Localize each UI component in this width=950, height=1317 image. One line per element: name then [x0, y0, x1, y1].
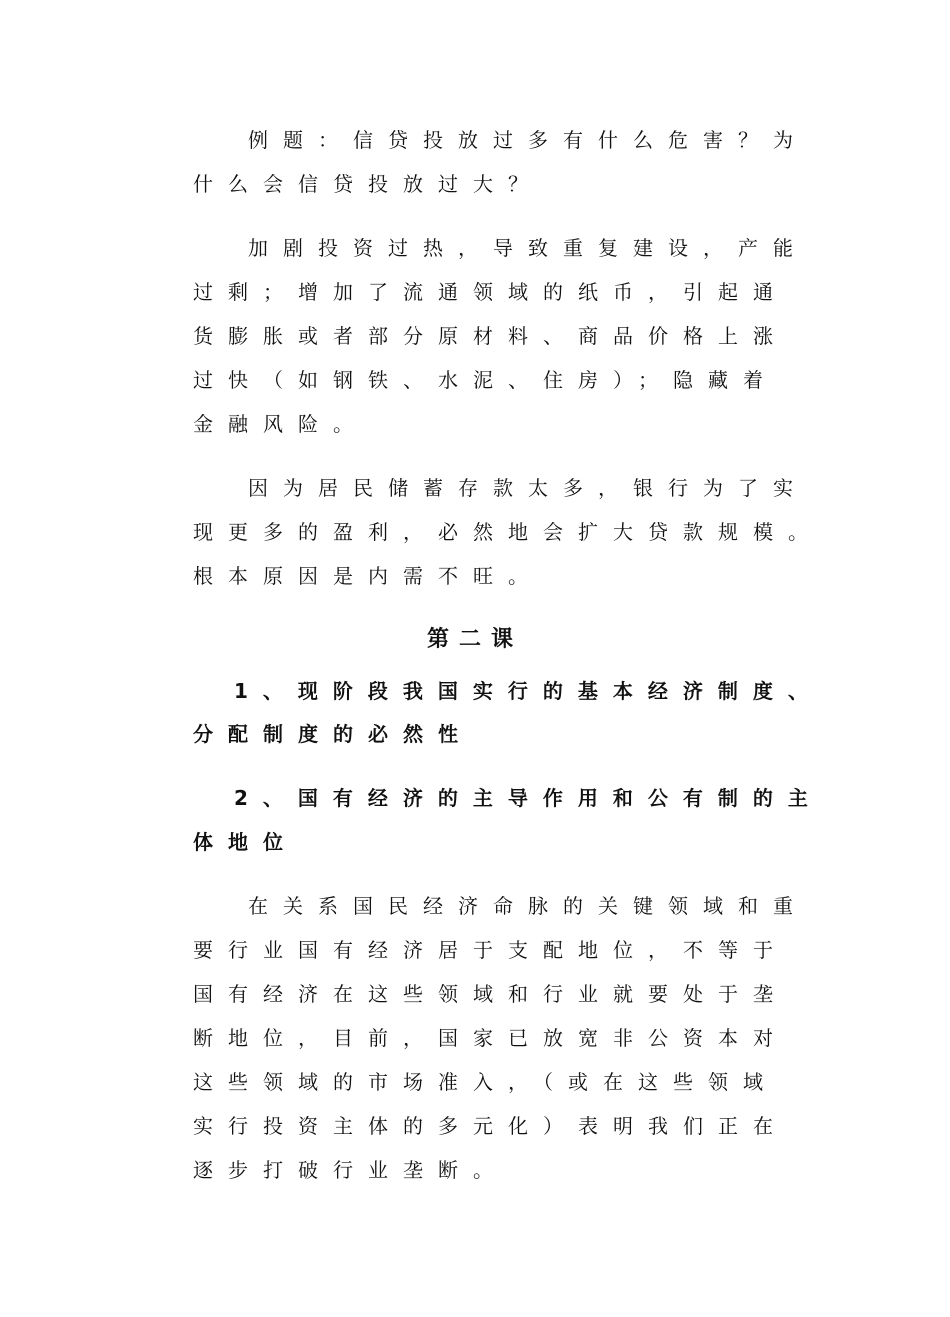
- answer1-line-4: 过快（如钢铁、水泥、住房）；隐藏着: [193, 368, 778, 392]
- paragraph-line-5: 这些领域的市场准入，（或在这些领域: [193, 1070, 778, 1094]
- paragraph-line-7: 逐步打破行业垄断。: [193, 1158, 508, 1182]
- answer1-line-1: 加剧投资过热，导致重复建设，产能: [248, 236, 808, 260]
- paragraph-line-2: 要行业国有经济居于支配地位，不等于: [193, 938, 788, 962]
- answer2-line-1: 因为居民储蓄存款太多，银行为了实: [248, 476, 808, 500]
- paragraph-line-4: 断地位，目前，国家已放宽非公资本对: [193, 1026, 788, 1050]
- point2-line-1: 2、国有经济的主导作用和公有制的主: [234, 786, 823, 810]
- paragraph-line-3: 国有经济在这些领域和行业就要处于垄: [193, 982, 788, 1006]
- question-line-1: 例题：信贷投放过多有什么危害？为: [248, 128, 808, 152]
- answer2-line-3: 根本原因是内需不旺。: [193, 564, 543, 588]
- answer1-line-2: 过剩；增加了流通领域的纸币，引起通: [193, 280, 788, 304]
- paragraph-line-6: 实行投资主体的多元化）表明我们正在: [193, 1114, 788, 1138]
- lesson-title: 第二课: [426, 627, 523, 652]
- answer2-line-2: 现更多的盈利，必然地会扩大贷款规模。: [193, 520, 823, 544]
- paragraph-line-1: 在关系国民经济命脉的关键领域和重: [248, 894, 808, 918]
- point1-line-2: 分配制度的必然性: [193, 722, 473, 746]
- point1-line-1: 1、现阶段我国实行的基本经济制度、: [234, 679, 823, 703]
- point2-line-2: 体地位: [193, 830, 298, 854]
- answer1-line-5: 金融风险。: [193, 412, 368, 436]
- answer1-line-3: 货膨胀或者部分原材料、商品价格上涨: [193, 324, 788, 348]
- question-line-2: 什么会信贷投放过大？: [193, 172, 543, 196]
